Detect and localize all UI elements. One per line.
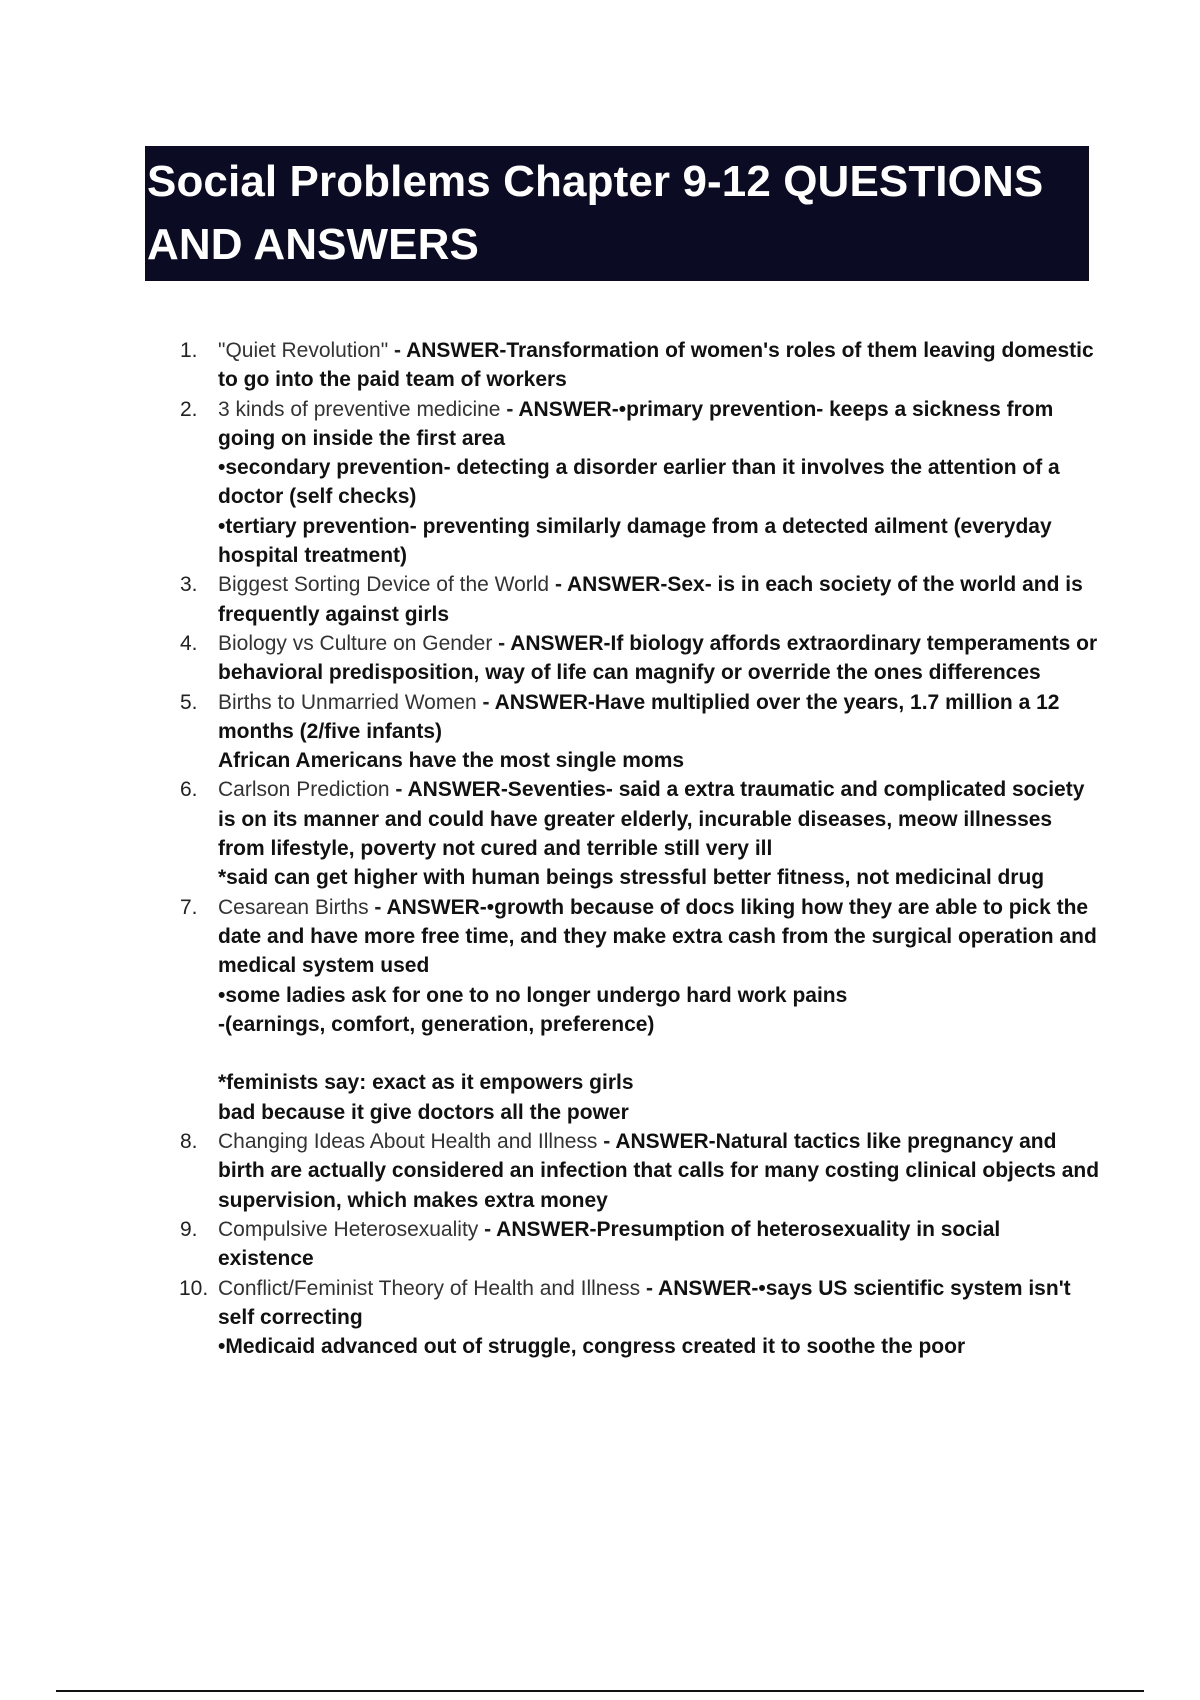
term-separator: - [389, 778, 408, 802]
term-separator: - [476, 690, 495, 714]
answer-text: ANSWER-•primary prevention- keeps a sickness from going on inside the first area [218, 397, 1054, 450]
item-body [218, 336, 1100, 395]
item-number: 1. [180, 339, 198, 362]
footer-divider [56, 1690, 1144, 1692]
answer-text: ANSWER-Seventies- said a extra traumatic and complicated society is on its manner and could have greater elderly, incurable diseases, meow illnesses from lifestyle, poverty not cured and terrible still very ill [218, 778, 1085, 861]
qa-list [180, 336, 1100, 1361]
question-term: Changing Ideas About Health and Illness [218, 1130, 598, 1154]
question-term: Conflict/Feminist Theory of Health and Illness [218, 1276, 641, 1300]
item-body [218, 775, 1100, 892]
answer-spacer [218, 1039, 1100, 1068]
qa-item [180, 1127, 1100, 1215]
term-separator: - [597, 1130, 616, 1154]
item-body [218, 570, 1100, 629]
title-line-2: AND ANSWERS [147, 220, 479, 269]
answer-text: ANSWER-If biology affords extraordinary temperaments or behavioral predisposition, way of life can magnify or override the ones differences [218, 631, 1098, 685]
item-body [218, 395, 1100, 571]
term-separator: - [640, 1276, 659, 1300]
item-number: 4. [180, 631, 198, 655]
qa-item [180, 775, 1100, 892]
question-term: 3 kinds of preventive medicine [218, 397, 501, 421]
qa-item [180, 1215, 1100, 1274]
qa-item [180, 1274, 1100, 1362]
question-term: Carlson Prediction [218, 778, 390, 802]
answer-text: ANSWER-Transformation of women's roles of them leaving domestic to go into the paid team of workers [218, 339, 1094, 392]
question-term: Biggest Sorting Device of the World [218, 573, 550, 597]
answer-text: ANSWER-Presumption of heterosexuality in social existence [218, 1217, 1001, 1271]
term-separator: - [492, 631, 511, 655]
title-banner [145, 146, 1089, 281]
answer-text: ANSWER-•says US scientific system isn't self correcting [218, 1276, 1071, 1329]
qa-item [180, 395, 1100, 571]
term-separator: - [478, 1217, 497, 1241]
term-separator: - [500, 397, 519, 421]
item-number: 9. [180, 1217, 198, 1241]
answer-continuation: -(earnings, comfort, generation, preference) [218, 1012, 655, 1036]
item-body [218, 688, 1100, 776]
item-body [218, 893, 1100, 1127]
item-number: 3. [180, 573, 198, 597]
item-number: 8. [180, 1130, 198, 1154]
question-term: Births to Unmarried Women [218, 690, 477, 714]
qa-item [180, 688, 1100, 776]
answer-continuation: •secondary prevention- detecting a disorder earlier than it involves the attention of a doctor (self checks) [218, 456, 1060, 509]
item-body [218, 1215, 1100, 1274]
term-separator: - [549, 573, 567, 597]
item-body [218, 1127, 1100, 1215]
answer-text: ANSWER-Sex- is in each society of the world and is frequently against girls [218, 573, 1083, 626]
term-separator: - [368, 895, 387, 919]
answer-text: ANSWER-•growth because of docs liking how they are able to pick the date and have more free time, and they make extra cash from the surgical operation and medical system used [218, 895, 1097, 978]
answer-text: ANSWER-Have multiplied over the years, 1.7 million a 12 months (2/five infants) [218, 690, 1060, 743]
item-number: 2. [180, 397, 198, 421]
answer-continuation: •tertiary prevention- preventing similarly damage from a detected ailment (everyday hospital treatment) [218, 514, 1052, 568]
answer-continuation: African Americans have the most single moms [218, 749, 685, 773]
qa-item [180, 893, 1100, 1127]
answer-continuation: •Medicaid advanced out of struggle, congress created it to soothe the poor [218, 1335, 966, 1359]
question-term: "Quiet Revolution" [218, 339, 389, 362]
question-term: Compulsive Heterosexuality [218, 1217, 479, 1241]
question-term: Cesarean Births [218, 895, 369, 919]
item-number: 7. [180, 895, 198, 919]
answer-text: ANSWER-Natural tactics like pregnancy and birth are actually considered an infection that calls for many costing clinical objects and supervision, which makes extra money [218, 1130, 1100, 1212]
question-term: Biology vs Culture on Gender [218, 631, 493, 655]
qa-item [180, 629, 1100, 688]
item-number: 10. [179, 1276, 209, 1300]
qa-item [180, 570, 1100, 629]
title-line-1: Social Problems Chapter 9-12 QUESTIONS [147, 157, 1044, 206]
item-body [218, 629, 1100, 688]
answer-continuation: •some ladies ask for one to no longer undergo hard work pains [218, 983, 848, 1007]
item-number: 5. [180, 690, 198, 714]
term-separator: - [388, 339, 407, 362]
qa-item [180, 336, 1100, 395]
item-number: 6. [180, 778, 198, 802]
answer-continuation: *feminists say: exact as it empowers girls [218, 1071, 634, 1095]
item-body [218, 1274, 1100, 1362]
document-title [147, 146, 1089, 276]
answer-continuation: *said can get higher with human beings stressful better fitness, not medicinal drug [218, 866, 1045, 890]
answer-continuation: bad because it give doctors all the power [218, 1100, 629, 1124]
